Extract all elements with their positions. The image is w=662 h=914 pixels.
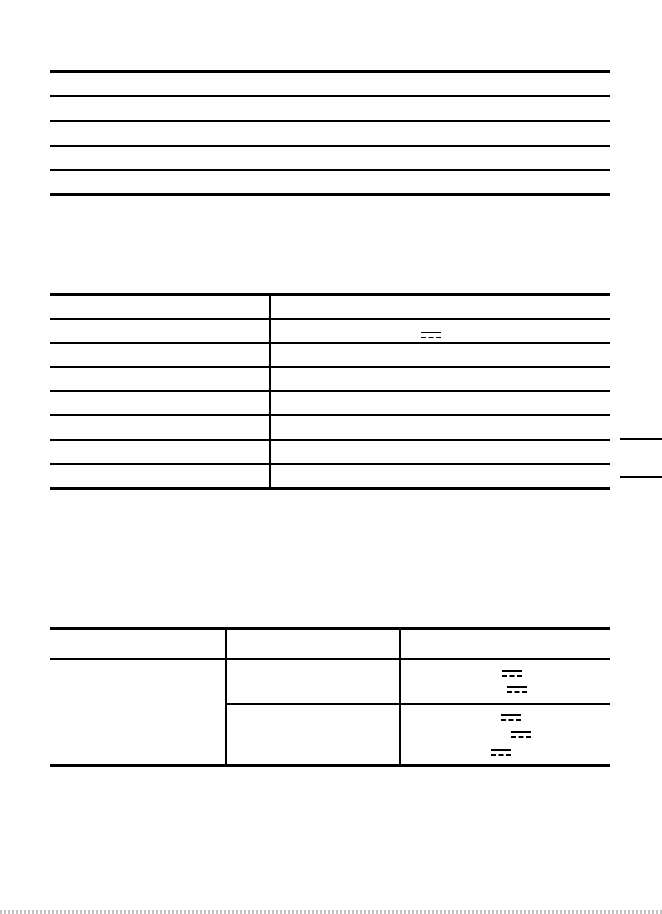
table-3-row-divider — [226, 703, 610, 705]
dc-current-icon — [491, 749, 511, 759]
table-2-row-divider — [50, 390, 610, 392]
table-2-row-divider — [50, 342, 610, 344]
page-edge — [0, 910, 662, 914]
dc-current-icon — [507, 686, 527, 696]
table-2-row-divider — [50, 414, 610, 416]
table-2-top-rule — [50, 293, 610, 296]
table-1-top-rule — [50, 70, 610, 73]
table-1-row-divider — [50, 95, 610, 97]
dc-current-icon — [501, 714, 521, 724]
table-1-row-divider — [50, 145, 610, 147]
table-2-bottom-rule — [50, 487, 610, 490]
table-3-column-divider — [399, 629, 401, 765]
section-tab-marker-bottom — [620, 476, 662, 478]
table-2-row-divider — [50, 439, 610, 441]
dc-current-icon — [421, 332, 441, 342]
section-tab-marker-top — [620, 438, 662, 440]
table-1-row-divider — [50, 120, 610, 122]
table-2-row-divider — [50, 318, 610, 320]
table-3-column-divider — [225, 629, 227, 765]
dc-current-icon — [511, 731, 531, 741]
table-3-top-rule — [50, 627, 610, 630]
table-3-bottom-rule — [50, 764, 610, 767]
table-1-bottom-rule — [50, 193, 610, 196]
table-3-header-divider — [50, 658, 610, 660]
table-2-row-divider — [50, 366, 610, 368]
dc-current-icon — [502, 670, 522, 680]
table-2-row-divider — [50, 463, 610, 465]
table-1-row-divider — [50, 169, 610, 171]
table-2-column-divider — [269, 295, 271, 488]
